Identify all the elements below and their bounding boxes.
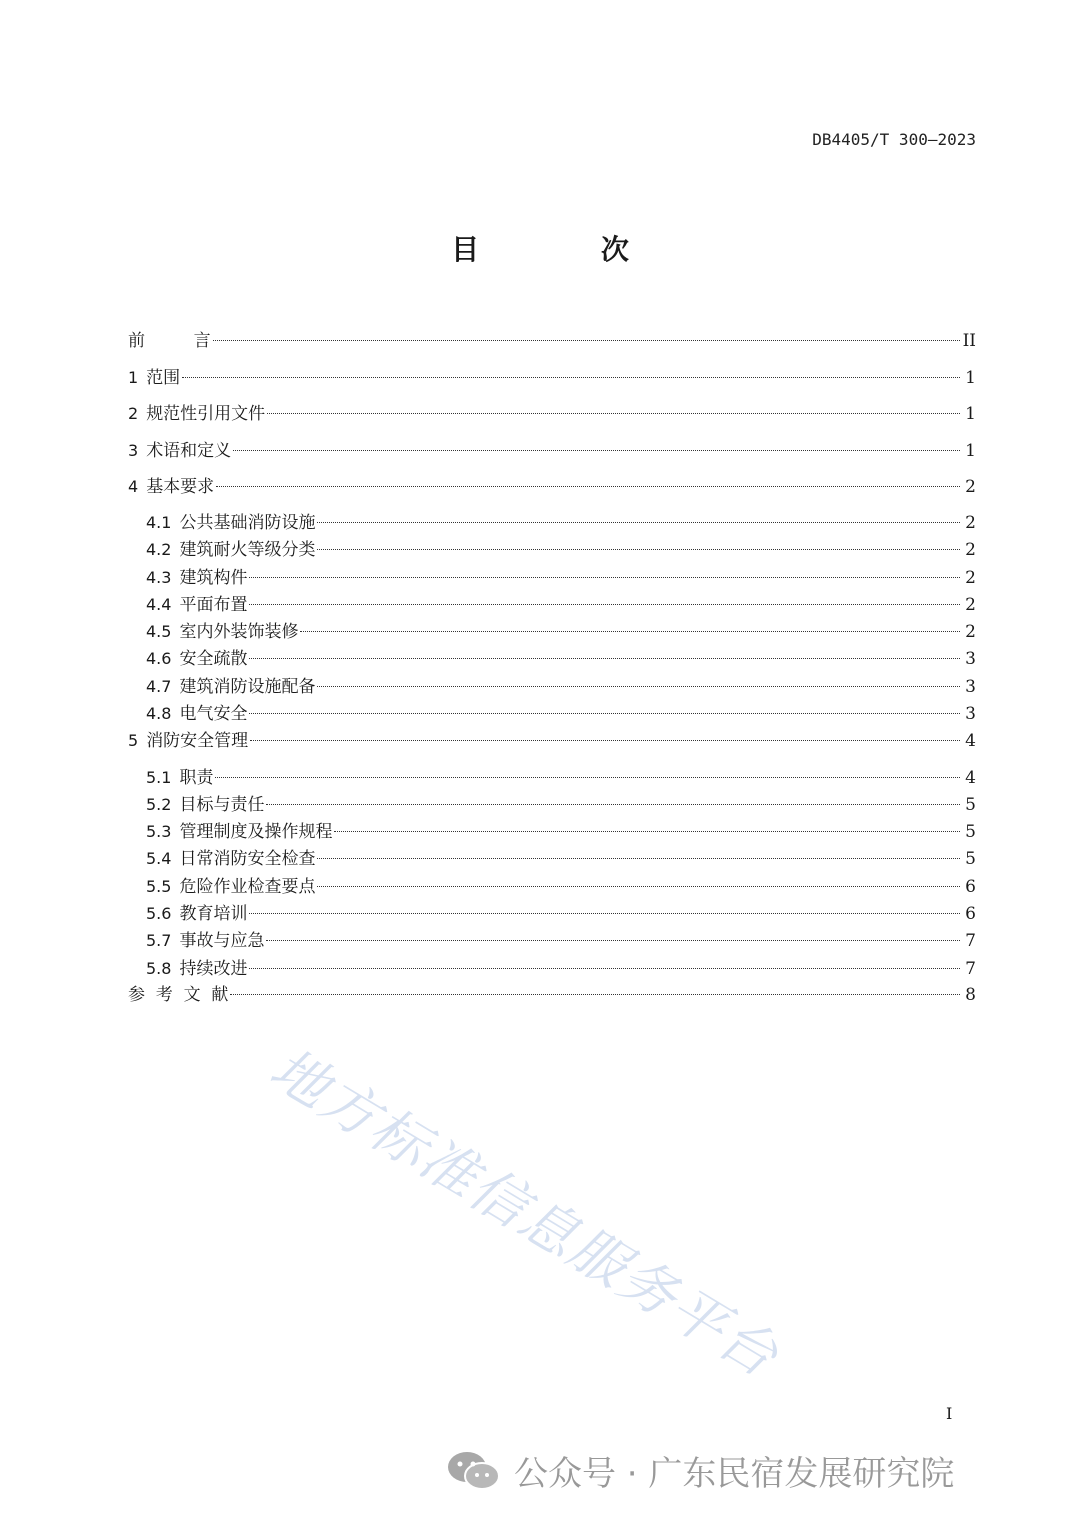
toc-leader-dots xyxy=(215,776,960,778)
toc-entry-number: 5.1 xyxy=(146,767,172,787)
toc-entry-label: 电气安全 xyxy=(179,704,248,725)
toc-entry-page: 5 xyxy=(965,822,976,843)
page-number: I xyxy=(946,1404,953,1423)
toc-entry-label: 参 考 文 献 xyxy=(128,984,229,1005)
toc-entry-label: 教育培训 xyxy=(179,903,248,924)
toc-entry[interactable] xyxy=(128,727,976,763)
toc-entry-number: 4.4 xyxy=(146,594,172,614)
watermark: 地方标准信息服务平台 xyxy=(258,1035,790,1391)
toc-entry-page: 1 xyxy=(965,440,976,461)
toc-entry[interactable] xyxy=(128,591,976,618)
toc-leader-dots xyxy=(249,912,960,914)
toc-entry-label: 持续改进 xyxy=(179,958,248,979)
toc-entry[interactable] xyxy=(128,364,976,400)
toc-entry-page: 6 xyxy=(965,876,976,897)
toc-entry[interactable] xyxy=(128,645,976,672)
toc-leader-dots xyxy=(213,339,960,341)
toc-entry-page: 2 xyxy=(965,540,976,561)
page-title: 目 次 xyxy=(451,233,685,266)
toc-leader-dots xyxy=(249,657,960,659)
toc-entry-label: 平面布置 xyxy=(179,594,248,615)
toc-entry-page: 3 xyxy=(965,676,976,697)
toc-entry-page: 8 xyxy=(965,984,976,1005)
toc-entry-page: 2 xyxy=(965,594,976,615)
toc-entry[interactable] xyxy=(128,618,976,645)
toc-leader-dots xyxy=(267,412,960,414)
toc-entry-page: 6 xyxy=(965,903,976,924)
toc-entry-number: 4.5 xyxy=(146,622,172,642)
toc-entry[interactable] xyxy=(128,955,976,982)
document-code: DB4405/T 300—2023 xyxy=(812,130,976,149)
toc-entry-number: 5.2 xyxy=(146,794,172,814)
toc-leader-dots xyxy=(182,376,960,378)
toc-entry[interactable] xyxy=(128,927,976,954)
footer xyxy=(446,1446,954,1495)
toc-entry-page: 4 xyxy=(965,731,976,752)
toc-entry-number: 5 xyxy=(128,731,139,751)
toc-leader-dots xyxy=(250,739,960,741)
toc-entry[interactable] xyxy=(128,845,976,872)
toc-entry-label: 消防安全管理 xyxy=(146,731,249,752)
toc-entry-label: 规范性引用文件 xyxy=(146,404,266,425)
toc-entry-label: 基本要求 xyxy=(146,476,215,497)
toc-entry-number: 5.8 xyxy=(146,958,172,978)
toc-entry-number: 1 xyxy=(128,368,139,388)
toc-entry-number: 5.6 xyxy=(146,903,172,923)
toc-entry-page: 1 xyxy=(965,368,976,389)
toc-entry[interactable] xyxy=(128,536,976,563)
toc-entry-label: 危险作业检查要点 xyxy=(179,876,316,897)
toc-entry-label: 建筑耐火等级分类 xyxy=(179,540,316,561)
toc-entry[interactable] xyxy=(128,673,976,700)
toc-entry-number: 5.3 xyxy=(146,822,172,842)
toc-entry[interactable] xyxy=(128,873,976,900)
toc-leader-dots xyxy=(317,685,960,687)
toc-entry-page: 7 xyxy=(965,958,976,979)
toc-entry-number: 5.5 xyxy=(146,876,172,896)
toc-entry[interactable] xyxy=(128,764,976,791)
toc-entry-page: 4 xyxy=(965,767,976,788)
toc-leader-dots xyxy=(266,803,960,805)
toc-entry-label: 建筑消防设施配备 xyxy=(179,676,316,697)
toc-entry-page: 3 xyxy=(965,704,976,725)
toc-entry[interactable] xyxy=(128,564,976,591)
toc-leader-dots xyxy=(249,967,960,969)
toc-entry-label: 职责 xyxy=(179,767,214,788)
toc-entry-label: 术语和定义 xyxy=(146,440,232,461)
toc-entry-label: 安全疏散 xyxy=(179,649,248,670)
toc-entry-number: 4.6 xyxy=(146,649,172,669)
toc-entry-label: 前 言 xyxy=(128,331,211,351)
toc-entry-page: II xyxy=(962,331,976,351)
toc-entry-label: 公共基础消防设施 xyxy=(179,512,316,533)
footer-text: 公众号 · 广东民宿发展研究院 xyxy=(514,1454,955,1494)
toc-entry[interactable] xyxy=(128,509,976,536)
toc-entry[interactable] xyxy=(128,328,976,364)
toc-entry-page: 7 xyxy=(965,931,976,952)
toc-leader-dots xyxy=(317,548,960,550)
toc-leader-dots xyxy=(249,712,960,714)
table-of-contents xyxy=(128,328,976,1018)
toc-entry-page: 1 xyxy=(965,404,976,425)
toc-entry-number: 4.8 xyxy=(146,704,172,724)
toc-entry-page: 2 xyxy=(965,476,976,497)
toc-entry-number: 4.1 xyxy=(146,512,172,532)
toc-entry[interactable] xyxy=(128,473,976,509)
toc-entry[interactable] xyxy=(128,700,976,727)
toc-leader-dots xyxy=(233,449,960,451)
toc-entry-label: 目标与责任 xyxy=(179,794,265,815)
toc-leader-dots xyxy=(317,885,960,887)
toc-leader-dots xyxy=(249,603,960,605)
toc-leader-dots xyxy=(249,576,960,578)
toc-entry-label: 事故与应急 xyxy=(179,931,265,952)
toc-entry-number: 4.7 xyxy=(146,676,172,696)
toc-leader-dots xyxy=(216,485,960,487)
toc-entry-page: 3 xyxy=(965,649,976,670)
toc-entry-page: 5 xyxy=(965,794,976,815)
toc-entry-label: 日常消防安全检查 xyxy=(179,849,316,870)
toc-entry[interactable] xyxy=(128,791,976,818)
toc-leader-dots xyxy=(317,521,960,523)
toc-leader-dots xyxy=(266,939,960,941)
toc-entry[interactable] xyxy=(128,982,976,1018)
toc-leader-dots xyxy=(230,993,960,995)
toc-entry-page: 2 xyxy=(965,567,976,588)
toc-leader-dots xyxy=(334,830,960,832)
toc-entry[interactable] xyxy=(128,818,976,845)
toc-entry-number: 4 xyxy=(128,476,139,496)
toc-entry-number: 5.7 xyxy=(146,931,172,951)
toc-entry[interactable] xyxy=(128,900,976,927)
wechat-icon xyxy=(446,1449,502,1493)
toc-leader-dots xyxy=(317,857,960,859)
toc-entry-label: 建筑构件 xyxy=(179,567,248,588)
toc-entry-label: 室内外装饰装修 xyxy=(179,622,299,643)
toc-entry-page: 5 xyxy=(965,849,976,870)
toc-entry-number: 3 xyxy=(128,440,139,460)
toc-entry-page: 2 xyxy=(965,512,976,533)
toc-entry-number: 4.3 xyxy=(146,567,172,587)
toc-entry-label: 范围 xyxy=(146,368,181,389)
toc-leader-dots xyxy=(300,630,960,632)
toc-entry-number: 2 xyxy=(128,404,139,424)
toc-entry-number: 5.4 xyxy=(146,849,172,869)
toc-entry[interactable] xyxy=(128,437,976,473)
toc-entry-page: 2 xyxy=(965,622,976,643)
toc-entry-number: 4.2 xyxy=(146,540,172,560)
toc-entry[interactable] xyxy=(128,400,976,436)
toc-entry-label: 管理制度及操作规程 xyxy=(179,822,333,843)
